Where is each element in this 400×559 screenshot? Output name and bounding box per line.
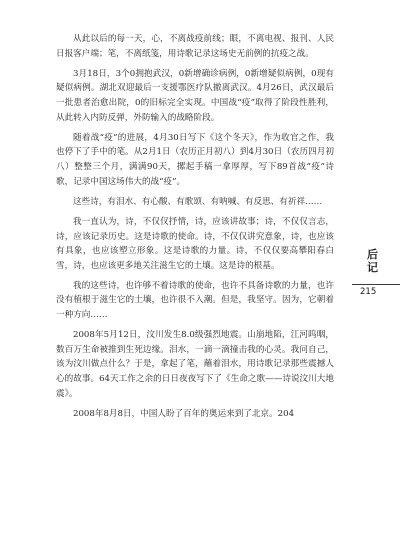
paragraph: 我一直认为，诗，不仅仅抒情，诗，应该讲故事；诗，不仅仅言志，诗，应该记录历史。这是诗歌的使命。诗，不仅仅讲究意象，诗，也应该有具象，也应该塑立形象。这是诗歌的力量。诗，不仅仅要高攀阳春白雪，诗，也应该更多地关注滋生它的土壤。这是诗的根基。 [56,216,334,271]
body-text [56,32,334,421]
section-title: 后记 [367,248,378,274]
paragraph: 2008年8月8日，中国人盼了百年的奥运来到了北京。204 [73,408,295,419]
paragraph: 随着战“疫”的进展，4月30日写下《这个冬天》，作为收官之作，我也停下了手中的笔。从2月1日（农历正月初八）到4月30日（农历四月初八）整整三个月，满满90天，摞起手稿一拿厚厚，写下89首战“疫”诗歌，记录中国这场伟大的战“疫”。 [56,132,334,187]
side-divider [352,284,400,285]
paragraph: 我的这些诗，也许够不着诗歌的使命，也许不具备诗歌的力量，也许没有植根于滋生它的土壤，也许很不入潮。但是，我坚守。因为，它朝着一种方向…… [56,280,334,321]
paragraph: 从此以后的每一天，心，不离战疫前线；眼，不离电视、报刊、人民日报客户端；笔，不离纸笺，用诗歌记录这场史无前例的抗疫之战。 [56,34,334,59]
paragraph: 这些诗，有泪水、有心酸、有歌颂、有呐喊、有反思、有祈祥…… [73,196,323,207]
paragraph: 3月18日，3个0拥抱武汉，0新增确诊病例，0新增疑似病例，0现有疑似病例。湖北双迎最后一支援鄂医疗队撤离武汉。4月26日，武汉最后一批患者治愈出院，0的旧标完全实现。中国战“疫”取得了阶段性胜利，从此转入内防反弹，外防输入的战略阶段。 [56,68,334,123]
paragraph: 2008年5月12日，汶川发生8.0级强烈地震。山崩地陷，江河呜咽，数百万生命被推到生死边缘。泪水，一滴一滴撞击我的心灵。我问自己，该为汶川做点什么？于是，拿起了笔，蘸着泪水，用诗歌记录那些震撼人心的故事。64天工作之余的日日夜夜写下了《生命之歌——诗说汶川大地震》。 [56,330,334,399]
page-number: 215 [360,287,377,297]
